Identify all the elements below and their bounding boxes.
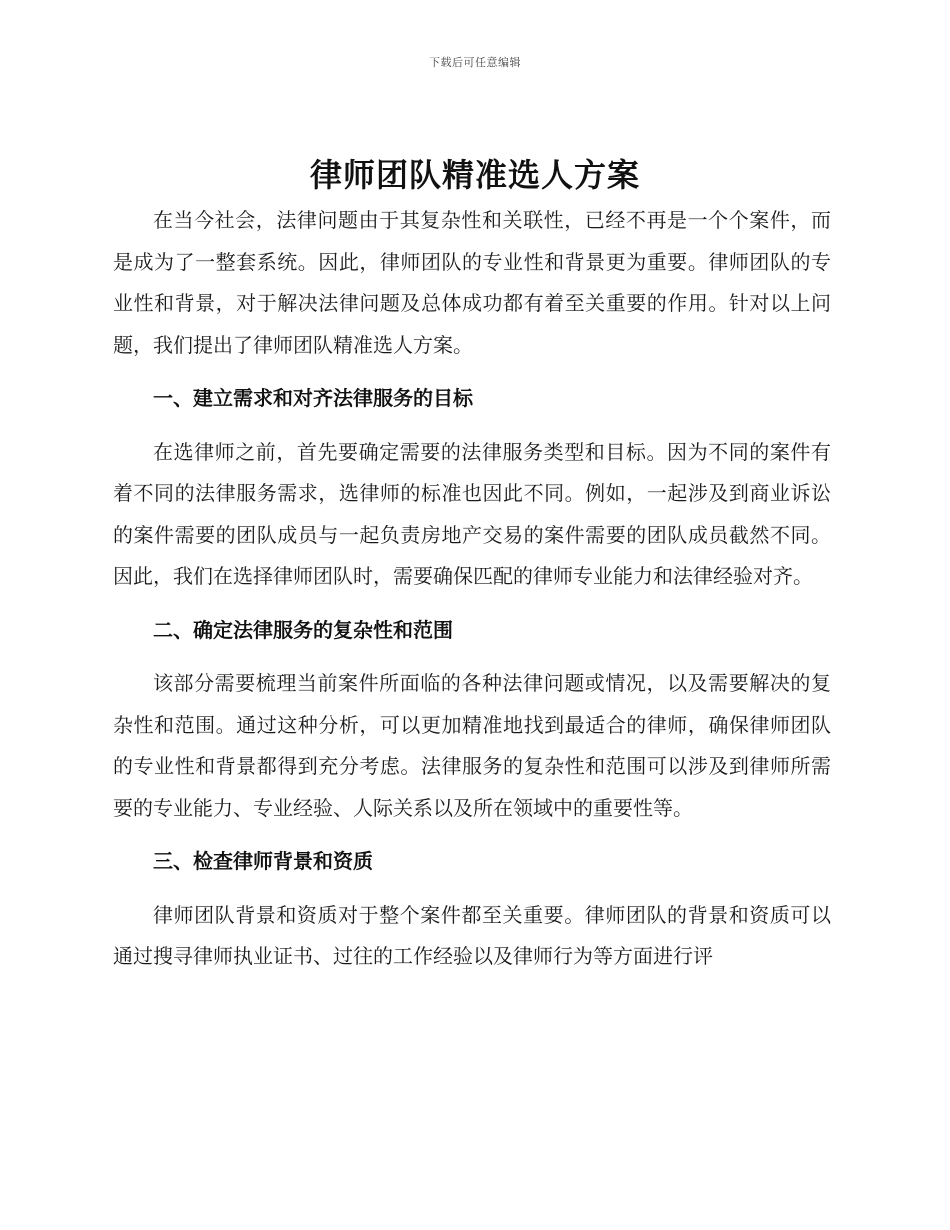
section-paragraph-3: 律师团队背景和资质对于整个案件都至关重要。律师团队的背景和资质可以通过搜寻律师执业证书、过往的工作经验以及律师行为等方面进行评 xyxy=(113,902,831,968)
section-paragraph-1: 在选律师之前，首先要确定需要的法律服务类型和目标。因为不同的案件有着不同的法律服务需求，选律师的标准也因此不同。例如，一起涉及到商业诉讼的案件需要的团队成员与一起负责房地产交易的案件需要的团队成员截然不同。因此，我们在选择律师团队时，需要确保匹配的律师专业能力和法律经验对齐。 xyxy=(113,439,831,588)
section-paragraph-2: 该部分需要梳理当前案件所面临的各种法律问题或情况，以及需要解决的复杂性和范围。通过这种分析，可以更加精准地找到最适合的律师，确保律师团队的专业性和背景都得到充分考虑。法律服务的复杂性和范围可以涉及到律师所需要的专业能力、专业经验、人际关系以及所在领域中的重要性等。 xyxy=(113,671,831,820)
intro-paragraph: 在当今社会，法律问题由于其复杂性和关联性，已经不再是一个个案件，而是成为了一整套系统。因此，律师团队的专业性和背景更为重要。律师团队的专业性和背景，对于解决法律问题及总体成功都有着至关重要的作用。针对以上问题，我们提出了律师团队精准选人方案。 xyxy=(113,208,831,357)
header-note: 下载后可任意编辑 xyxy=(429,56,521,69)
section-heading-3: 三、检查律师背景和资质 xyxy=(153,849,373,873)
document-body xyxy=(113,200,831,978)
section-heading-2: 二、确定法律服务的复杂性和范围 xyxy=(153,617,453,642)
document-title: 律师团队精准选人方案 xyxy=(309,156,640,194)
section-heading-1: 一、建立需求和对齐法律服务的目标 xyxy=(153,386,473,410)
